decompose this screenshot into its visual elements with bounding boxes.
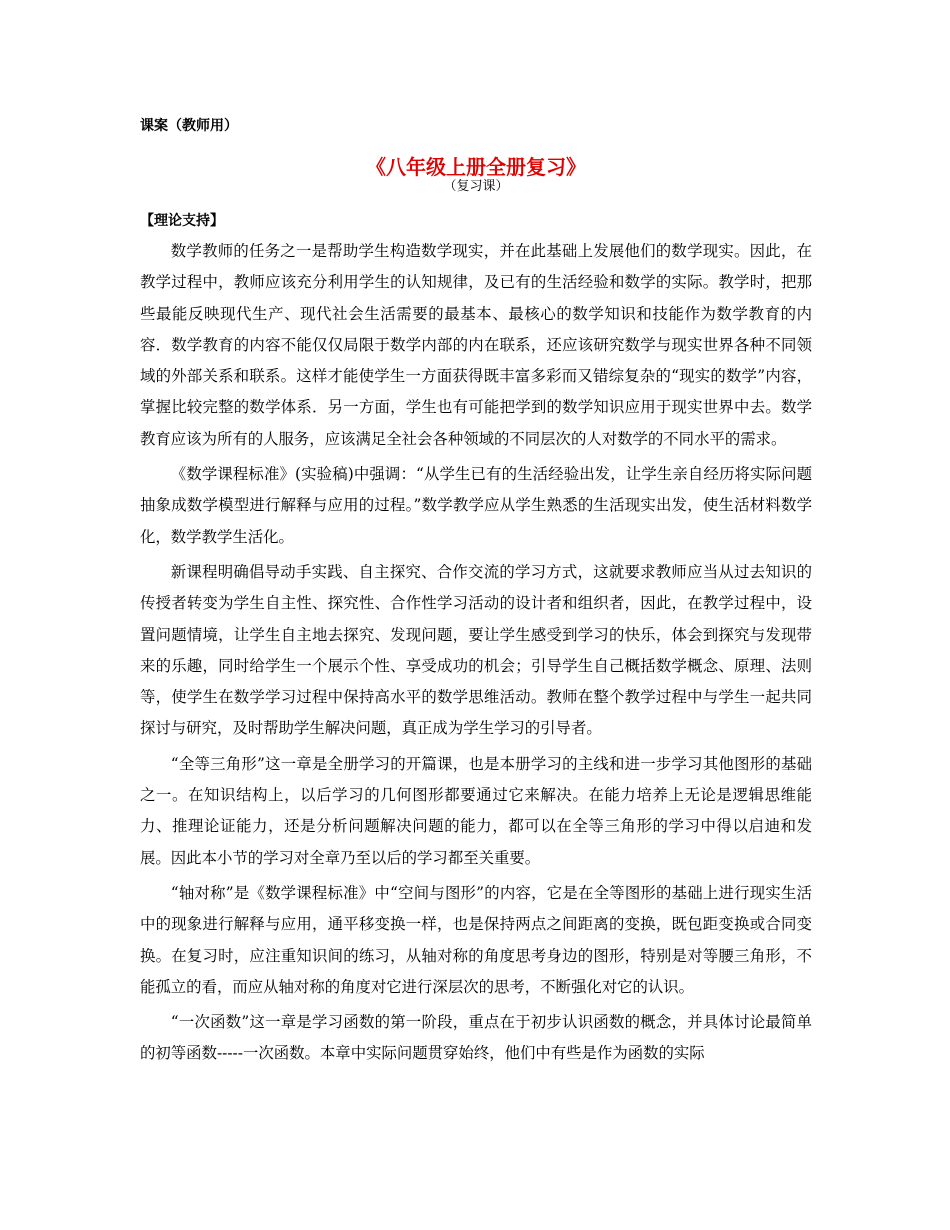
- document-subtitle: （复习课）: [443, 179, 509, 194]
- document-page: [140, 108, 812, 1070]
- document-label: 课案（教师用）: [140, 118, 238, 134]
- paragraph: “全等三角形”这一章是全册学习的开篇课，也是本册学习的主线和进一步学习其他图形的基础之一。在知识结构上，以后学习的几何图形都要通过它来解决。在能力培养上无论是逻辑思维能力、推理论证能力，还是分析问题解决问题的能力，都可以在全等三角形的学习中得以启迪和发展。因此本小节的学习对全章乃至以后的学习都至关重要。: [140, 754, 812, 867]
- paragraph: 新课程明确倡导动手实践、自主探究、合作交流的学习方式，这就要求教师应当从过去知识的传授者转变为学生自主性、探究性、合作性学习活动的设计者和组织者，因此，在教学过程中，设置问题情境，让学生自主地去探究、发现问题，要让学生感受到学习的快乐，体会到探究与发现带来的乐趣，同时给学生一个展示个性、享受成功的机会；引导学生自己概括数学概念、原理、法则等，使学生在数学学习过程中保持高水平的数学思维活动。教师在整个教学过程中与学生一起共同探讨与研究，及时帮助学生解决问题，真正成为学生学习的引导者。: [140, 562, 812, 738]
- document-title: 《八年级上册全册复习》: [366, 155, 586, 179]
- paragraph: “轴对称”是《数学课程标准》中“空间与图形”的内容，它是在全等图形的基础上进行现实生活中的现象进行解释与应用，通平移变换一样，也是保持两点之间距离的变换，既包距变换或合同变换。在复习时，应注重知识间的练习，从轴对称的角度思考身边的图形，特别是对等腰三角形，不能孤立的看，而应从轴对称的角度对它进行深层次的思考，不断强化对它的认识。: [140, 883, 812, 996]
- paragraph: 数学教师的任务之一是帮助学生构造数学现实，并在此基础上发展他们的数学现实。因此，在教学过程中，教师应该充分利用学生的认知规律，及已有的生活经验和数学的实际。教学时，把那些最能反映现代生产、现代社会生活需要的最基本、最核心的数学知识和技能作为数学教育的内容．数学教育的内容不能仅仅局限于数学内部的内在联系，还应该研究数学与现实世界各种不同领域的外部关系和联系。这样才能使学生一方面获得既丰富多彩而又错综复杂的“现实的数学”内容，掌握比较完整的数学体系．另一方面，学生也有可能把学到的数学知识应用于现实世界中去。数学教育应该为所有的人服务，应该满足全社会各种领域的不同层次的人对数学的不同水平的需求。: [140, 242, 812, 448]
- section-heading-theory: 【理论支持】: [140, 213, 224, 229]
- paragraph: “一次函数”这一章是学习函数的第一阶段，重点在于初步认识函数的概念，并具体讨论最简单的初等函数-----一次函数。本章中实际问题贯穿始终，他们中有些是作为函数的实际: [140, 1013, 812, 1063]
- paragraph: 《数学课程标准》(实验稿)中强调：“从学生已有的生活经验出发，让学生亲自经历将实际问题抽象成数学模型进行解释与应用的过程。”数学教学应从学生熟悉的生活现实出发，使生活材料数学化，数学教学生活化。: [140, 465, 812, 546]
